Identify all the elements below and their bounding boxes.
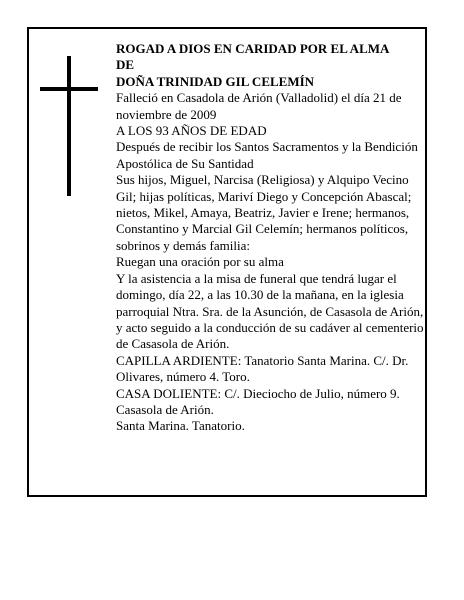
obituary-text (116, 41, 424, 435)
prayer-request: Ruegan una oración por su alma (116, 254, 284, 270)
cross-vertical-bar (67, 56, 71, 196)
age-line: A LOS 93 AÑOS DE EDAD (116, 123, 267, 139)
family-list: Sus hijos, Miguel, Narcisa (Religiosa) y Alquipo Vecino Gil; hijas políticas, Mariví Diego y Concepción Abascal; nietos, Mikel, Amaya, Beatriz, Javier e Irene; hermanos, Constantino y Marcial Gil Celemín; hermanos políticos, sobrinos y demás familia: (116, 172, 412, 253)
funeral-details: Y la asistencia a la misa de funeral que tendrá lugar el domingo, día 22, a las 10.30 de la mañana, en la iglesia parroquial Ntra. Sra. de la Asunción, de Casasola de Arión, y acto seguido a la conducción de su cadáver al cementerio de Casasola de Arión. (116, 270, 424, 352)
funeral-home-line: Santa Marina. Tanatorio. (116, 418, 245, 434)
death-notice: Falleció en Casadola de Arión (Valladolid) el día 21 de noviembre de 2009 (116, 90, 402, 122)
heading-line-1: ROGAD A DIOS EN CARIDAD POR EL ALMA (116, 41, 390, 56)
sacraments-line: Después de recibir los Santos Sacramentos y la Bendición Apostólica de Su Santidad (116, 139, 418, 171)
obituary-card (27, 27, 427, 497)
family-home-info: CASA DOLIENTE: C/. Dieciocho de Julio, número 9. Casasola de Arión. (116, 385, 400, 417)
heading-line-2: DE (116, 57, 135, 73)
cross-horizontal-bar (40, 87, 98, 91)
chapel-info: CAPILLA ARDIENTE: Tanatorio Santa Marina. C/. Dr. Olivares, número 4. Toro. (116, 352, 409, 385)
heading-line-3: DOÑA TRINIDAD GIL CELEMÍN (116, 73, 315, 89)
